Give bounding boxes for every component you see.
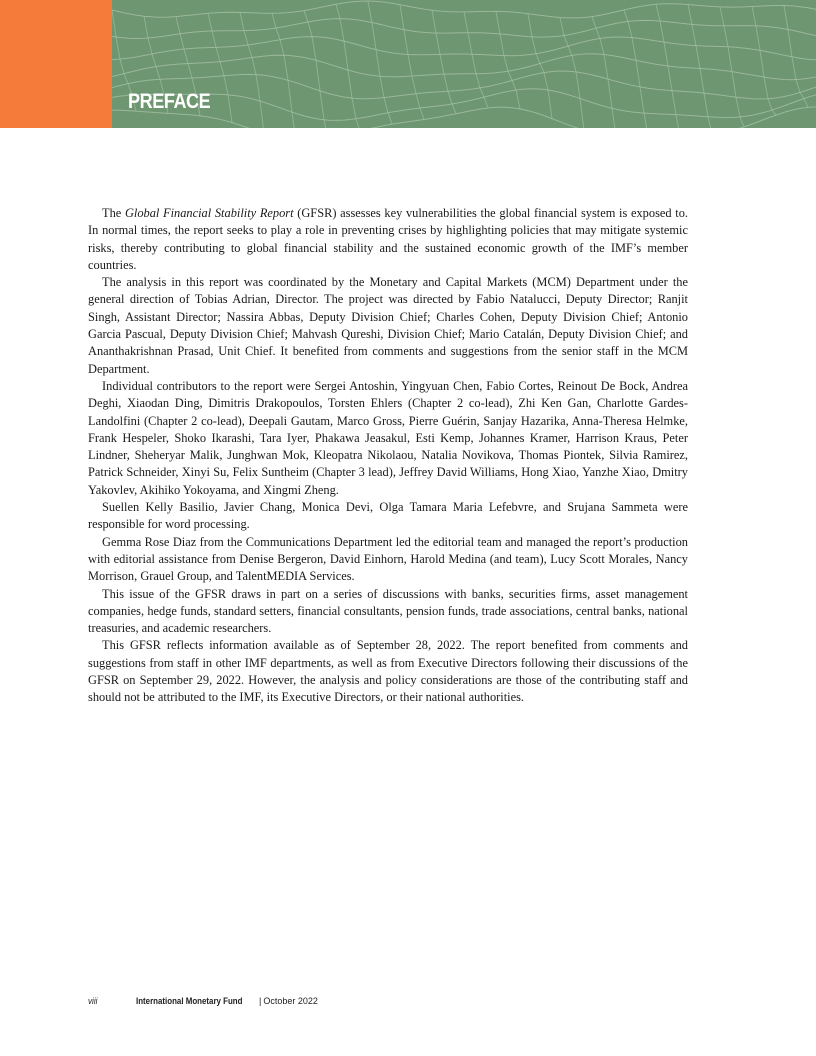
wireframe-column-line [336,4,360,128]
wireframe-row-line [112,1,816,18]
preface-body [88,205,688,707]
wireframe-row-line [112,107,816,128]
paragraph-4: Suellen Kelly Basilio, Javier Chang, Monica Devi, Olga Tamara Maria Lefebvre, and Srujana Sammeta were responsible for word processing. [88,500,688,532]
wireframe-column-line [496,11,520,109]
wireframe-column-line [368,1,392,124]
wireframe-column-line [624,10,648,128]
issue-date: October 2022 [263,996,318,1006]
wireframe-column-line [592,17,616,128]
wireframe-row-line [112,19,816,39]
wireframe-column-line [784,6,808,108]
wireframe-terrain-graphic [112,0,816,128]
orange-accent-block [0,0,112,128]
header-banner [0,0,816,128]
page-footer [88,996,318,1006]
report-title: Global Financial Stability Report [124,206,294,220]
wireframe-column-line [688,5,712,129]
paragraph-2: The analysis in this report was coordinated by the Monetary and Capital Markets (MCM) Department under the general direction of Tobias Adrian, Director. The project was directed by Fabio Natalucci, Deputy Director; Ranjit Singh, Assistant Director; Nassira Abbas, Deputy Division Chief; Charles Cohen, Deputy Division Chief; Antonio Garcia Pascual, Deputy Division Chief; Mahvash Qureshi, Division Chief; Mario Catalán, Deputy Division Chief; and Ananthakrishnan Prasad, Unit Chief. It benefited from comments and suggestions from the senior staff in the MCM Department. [88,275,688,376]
footer-separator: | [259,996,262,1006]
wireframe-column-line [304,11,328,128]
paragraph-6: This issue of the GFSR draws in part on a series of discussions with banks, securities firms, asset management companies, hedge funds, standard setters, financial consultants, pension funds, trade associations, central banks, national treasuries, and academic researchers. [88,586,688,636]
wireframe-column-line [208,13,232,122]
paragraph-3: Individual contributors to the report were Sergei Antoshin, Yingyuan Chen, Fabio Cortes, Reinout De Bock, Andrea Deghi, Xiaodan Ding, Dimitris Drakopoulos, Torsten Ehlers (Chapter 2 co-lead), Zhi Ken Gan, Charlotte Gardes-Landolfini (Chapter 2 co-lead), Deepali Gautam, Marco Gross, Pierre Guérin, Sanjay Hazarika, Anna-Theresa Helmke, Frank Hespeler, Shoko Ikarashi, Tara Iyer, Phakawa Jeasakul, Esti Kemp, Johannes Kramer, Harrison Kraus, Peter Lindner, Sheheryar Malik, Junghwan Mok, Kleopatra Nikolaou, Natalia Novikova, Thomas Piontek, Silvia Ramirez, Patrick Schneider, Xinyi Su, Felix Suntheim (Chapter 3 lead), Jeffrey David Williams, Hong Xiao, Yanzhe Xiao, Dmitry Yakovlev, Akihiko Yokoyama, and Xingmi Zheng. [88,378,688,497]
wireframe-row-line [112,37,816,60]
green-wireframe-banner [112,0,816,128]
page-number: viii [88,996,98,1006]
paragraph-1 [88,205,688,274]
wireframe-column-line [720,7,744,127]
paragraph-1-text: (GFSR) assesses key vulnerabilities the global financial system is exposed to. In normal times, the report seeks to play a role in preventing crises by highlighting policies that may mitigate systemic risks, thereby contributing to global financial stability and the sustained economic growth of the IMF’s member countries. [88,206,688,272]
paragraph-1-lead: The [102,206,125,220]
wireframe-column-line [432,10,456,114]
publisher-name: International Monetary Fund [136,996,243,1006]
wireframe-column-line [400,5,424,120]
wireframe-column-line [464,12,488,108]
wireframe-column-line [272,13,296,128]
paragraph-5: Gemma Rose Diaz from the Communications Department led the editorial team and managed the report’s production with editorial assistance from Denise Bergeron, David Einhorn, Harold Medina (and team), Lucy Scott Morales, Nancy Morrison, Grauel Group, and TalentMEDIA Services. [88,534,688,584]
page-title: PREFACE [128,90,211,113]
paragraph-7: This GFSR reflects information available as of September 28, 2022. The report benefited from comments and suggestions from staff in other IMF departments, as well as from Executive Directors following their discussions of the GFSR on September 29, 2022. However, the analysis and policy considerations are those of the contributing staff and should not be attributed to the IMF, its Executive Directors, or their national authorities. [88,638,688,705]
